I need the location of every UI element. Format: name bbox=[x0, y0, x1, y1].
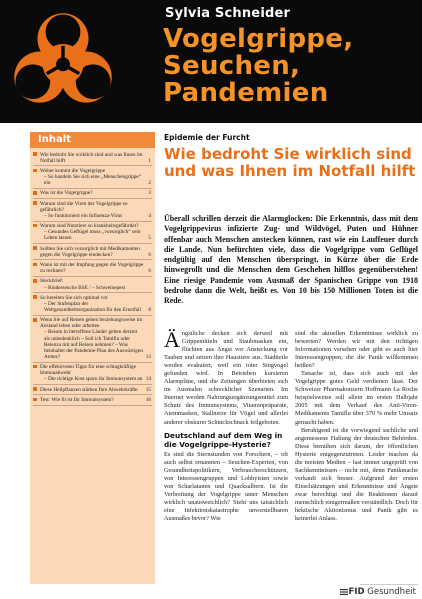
title-line: Seuchen, bbox=[163, 51, 301, 81]
article-subhead: Deutschland auf dem Weg in die Vogelgrippe-Hysterie? bbox=[164, 430, 283, 449]
square-bullet-icon bbox=[33, 152, 37, 156]
toc-page: 6 bbox=[148, 251, 151, 258]
title-line: Vogelgrippe, bbox=[163, 24, 354, 54]
paragraph: Es sind die Sternstunden von Forschern, – oft auch selbst ernannten – Seuchen-Experten, von Gesundheitspolitikern, Verbraucherschützern, von Interessengruppen und Lobbyisten sowie von Scharlatanen und Quacksalbern. Ist die Verbreitung der Vogelgrippe unter Menschen wirklich unausweichlich? Steht uns tatsächlich eine Infektionskatastrophe unvorstellbaren Ausmaßes bevor? Wie bbox=[164, 450, 288, 522]
square-bullet-icon bbox=[33, 295, 37, 299]
square-bullet-icon bbox=[33, 365, 37, 369]
biohazard-icon bbox=[2, 4, 124, 120]
paragraph: Ängstliche decken sich derweil mit Grippemitteln und Staubmasken ein, flüchten aus Angst vor Ansteckung vor Tauben und setzen ihre Haustiere aus. Stadtteile werden evakuiert, weil ein toter Singvogel gefunden wird. In Betrieben kursieren Alarmpläne, und die Zeitungen überbieten sich im Ausmalen schrecklicher Szenarien. Im Internet werden Nahrungsergänzungsmittel zum Schutz des Immunsystems, Vitaminpräparate, Atemmasken, Stallnetze für Vögel und allerlei anderer obskurer Schnickschnack feilgeboten. bbox=[164, 327, 288, 426]
toc-page: 14 bbox=[145, 376, 151, 383]
square-bullet-icon bbox=[33, 201, 37, 205]
article-kicker: Epidemie der Furcht bbox=[164, 133, 250, 142]
title-line: Pandemien bbox=[163, 78, 329, 108]
toc-page: 1 bbox=[148, 157, 151, 164]
toc-item[interactable]: Woher kommt die Vogelgrippe – So handeln Sie sich eine „Menschengrippe“ ein 2 bbox=[33, 166, 152, 188]
publisher-logo: FID Gesundheit bbox=[340, 587, 416, 597]
toc-page: 5 bbox=[148, 235, 151, 242]
toc-page: 3 bbox=[148, 190, 151, 197]
square-bullet-icon bbox=[33, 246, 37, 250]
toc-page: 15 bbox=[145, 386, 151, 393]
toc-item[interactable]: So bereiten Sie sich optimal vor – Der Stufenplan der Weltgesundheitsorganisation für den Ernstfall 8 bbox=[33, 293, 152, 315]
square-bullet-icon bbox=[33, 263, 37, 267]
toc-heading: Inhalt bbox=[30, 132, 155, 148]
square-bullet-icon bbox=[33, 279, 37, 283]
paragraph: sind die aktuellen Erkenntnisse wirklich zu bewerten? Werden wir mit den richtigen Informationen versehen oder gibt es auch hier Interessengruppen, die die Panik willkommen heißen? bbox=[295, 330, 418, 370]
toc-item[interactable]: Wie bedroht Sie wirklich sind und was Ihnen im Notfall hilft 1 bbox=[33, 150, 152, 166]
fid-logo-icon bbox=[340, 589, 348, 595]
square-bullet-icon bbox=[33, 387, 37, 391]
article-lead: Überall schrillen derzeit die Alarmglocken: Die Erkenntnis, dass mit dem Vogelgrippevirus infizierte Zug- und Wildvögel, Puten und Hühner offenbar auch Menschen anstecken können, rast wie ein Lauffeuer durch die Lande. Nun befürchten viele, dass die Vogelgrippe vom Geflügel endgültig auf den Menschen überspringt, in Kürze über die Erde hinwegrollt und die Menschen dem Geschehen hilflos gegenüberstehen! Eine riesige Pandemie vom Ausmaß der Spanischen Grippe von 1918 bedrohe dann die Welt, heißt es. Von 10 bis 150 Millionen Toten ist die Rede. bbox=[164, 214, 418, 306]
cover-header bbox=[0, 0, 422, 123]
square-bullet-icon bbox=[33, 398, 37, 402]
toc-page: 8 bbox=[148, 306, 151, 313]
paragraph: Beruhigend ist die vorwiegend sachliche und angemessene Haltung der deutschen Behörden. Diese bemühen sich darum, der öffentlichen Hysterie entgegenzutreten. Leider machen da die meisten Medien – fast immer ungeprüft von Sachkenntnissen – nicht mit, denn Panikmache verkauft sich besser. Aufgrund der ersten Einschätzungen und Erkenntnisse und Ängste zwar berechtigt und die Reaktionen darauf menschlich einigermaßen verständlich. Doch für hektische Aktionismus und Panik gibt es keinerlei Anlass. bbox=[295, 426, 418, 523]
table-of-contents bbox=[30, 132, 155, 584]
toc-item[interactable]: Diese Heilpflanzen stärken Ihre Abwehrkräfte 15 bbox=[33, 385, 152, 395]
square-bullet-icon bbox=[33, 318, 37, 322]
toc-item[interactable]: Warum sind Nutztiere so krankheitsgefährdet? – Gesundes Geflügel muss „vorsorglich“ sein Leben lassen 5 bbox=[33, 222, 152, 244]
toc-item[interactable]: Was ist die Vogelgrippe? 3 bbox=[33, 189, 152, 199]
drop-cap: Ä bbox=[164, 327, 180, 352]
toc-page: 13 bbox=[145, 353, 151, 360]
toc-item[interactable]: Wenn Sie auf Reisen gehen beziehungsweise im Ausland leben oder arbeiten – Reisen in betroffene Länder gelten derzeit als unbedenklich – Soll ich Tamiflu oder Relenza mit auf Reisen nehmen? – Was beinhaltet der Pandemie-Plan des Auswärtigen Amtes? 13 bbox=[33, 316, 152, 363]
article-headline: Wie bedroht Sie wirklich sind und was Ihnen im Notfall hilft bbox=[164, 145, 416, 180]
footer-divider bbox=[360, 584, 418, 585]
square-bullet-icon bbox=[33, 224, 37, 228]
toc-page: 2 bbox=[148, 180, 151, 187]
author-name: Sylvia Schneider bbox=[165, 6, 291, 21]
cover-title bbox=[163, 26, 353, 107]
toc-item[interactable]: Die effektivsten Tipps für eine schlagkräftige Immunabwehr – Die richtige Kost sporn ihr Immunsystem an 14 bbox=[33, 363, 152, 385]
toc-page: 4 bbox=[148, 212, 151, 219]
square-bullet-icon bbox=[33, 191, 37, 195]
toc-page: 6 bbox=[148, 268, 151, 275]
toc-item[interactable]: Steckbrief: – Rinderseuche BSE / – Schweinepest bbox=[33, 277, 152, 293]
article-column-1 bbox=[164, 327, 288, 523]
toc-list bbox=[30, 148, 155, 406]
toc-item[interactable]: Sollten Sie sich vorsorglich mit Medikamenten gegen die Vogelgrippe eindecken? 6 bbox=[33, 244, 152, 260]
square-bullet-icon bbox=[33, 169, 37, 173]
toc-page: 16 bbox=[145, 396, 151, 403]
toc-item[interactable]: Warum sind die Viren der Vogelgrippe so gefährlich? – So funktioniert ein Influenza-Virus 4 bbox=[33, 199, 152, 221]
toc-item[interactable]: Wann ist mit der Impfung gegen die Vogelgrippe zu rechnen? 6 bbox=[33, 260, 152, 276]
toc-item[interactable]: Test: Wie fit ist Ihr Immunsystem? 16 bbox=[33, 395, 152, 405]
paragraph: Tatsache ist, dass sich auch mit der Vogelgrippe gutes Geld verdienen lässt. Der Schweizer Pharmakonzern Hoffmann La Roche beispielsweise soll allein im ersten Halbjahr 2005 mit dem Verkauf des Anti-Viren-Medikaments Tamiflu über 370 % mehr Umsatz gemacht haben. bbox=[295, 370, 418, 426]
article-column-2 bbox=[295, 330, 418, 523]
